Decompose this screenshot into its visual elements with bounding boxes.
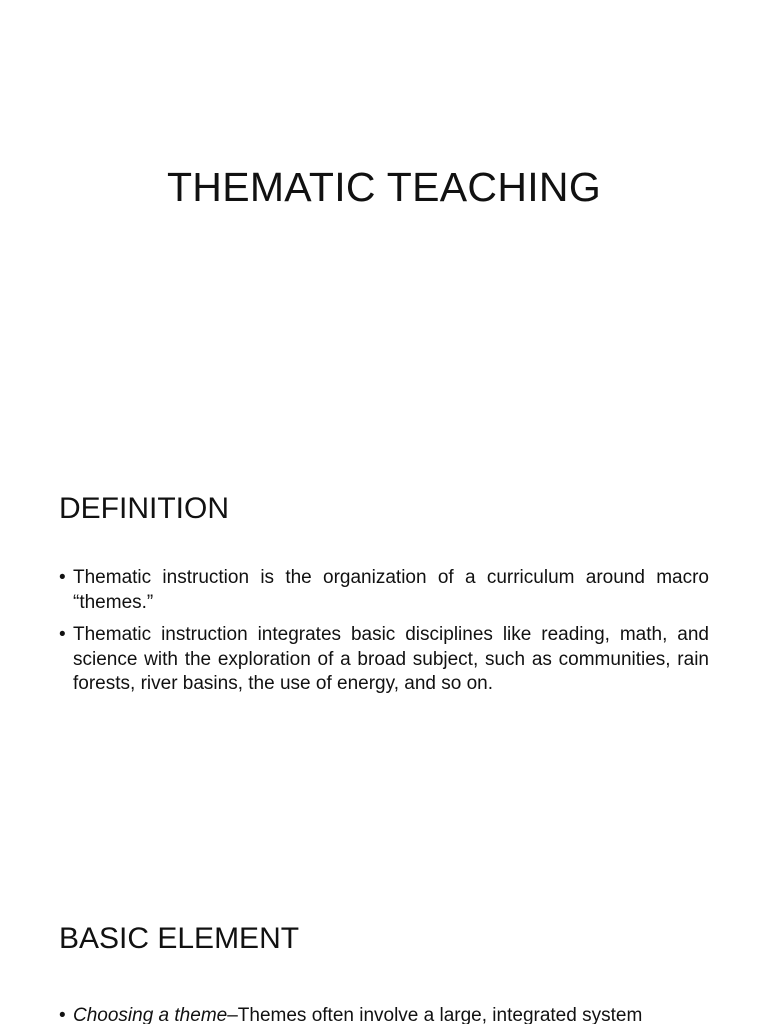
bullet-text: Thematic instruction integrates basic disciplines like reading, math, and science with the exploration of a broad subject, such as communities, rain forests, river basins, the use of energy, and so on.: [73, 624, 709, 694]
slide-title: THEMATIC TEACHING: [166, 164, 602, 210]
bullet-text: Thematic instruction is the organization of a curriculum around macro “themes.”: [73, 567, 709, 613]
list-item: [59, 1004, 709, 1024]
basic-element-bullet-list: [59, 1004, 709, 1024]
bullet-icon: •: [59, 1005, 66, 1024]
bullet-icon: •: [59, 567, 66, 588]
list-item: [59, 623, 709, 697]
bullet-term: Choosing a theme: [73, 1005, 228, 1024]
definition-heading: DEFINITION: [59, 492, 229, 525]
basic-element-heading: BASIC ELEMENT: [59, 922, 300, 955]
list-item: [59, 566, 709, 615]
bullet-icon: •: [59, 624, 66, 645]
basic-element-slide: [0, 864, 768, 1024]
bullet-text: –Themes often involve a large, integrated system: [227, 1005, 643, 1024]
definition-slide: [0, 432, 768, 864]
title-slide: [0, 0, 768, 432]
definition-bullet-list: [59, 566, 709, 705]
